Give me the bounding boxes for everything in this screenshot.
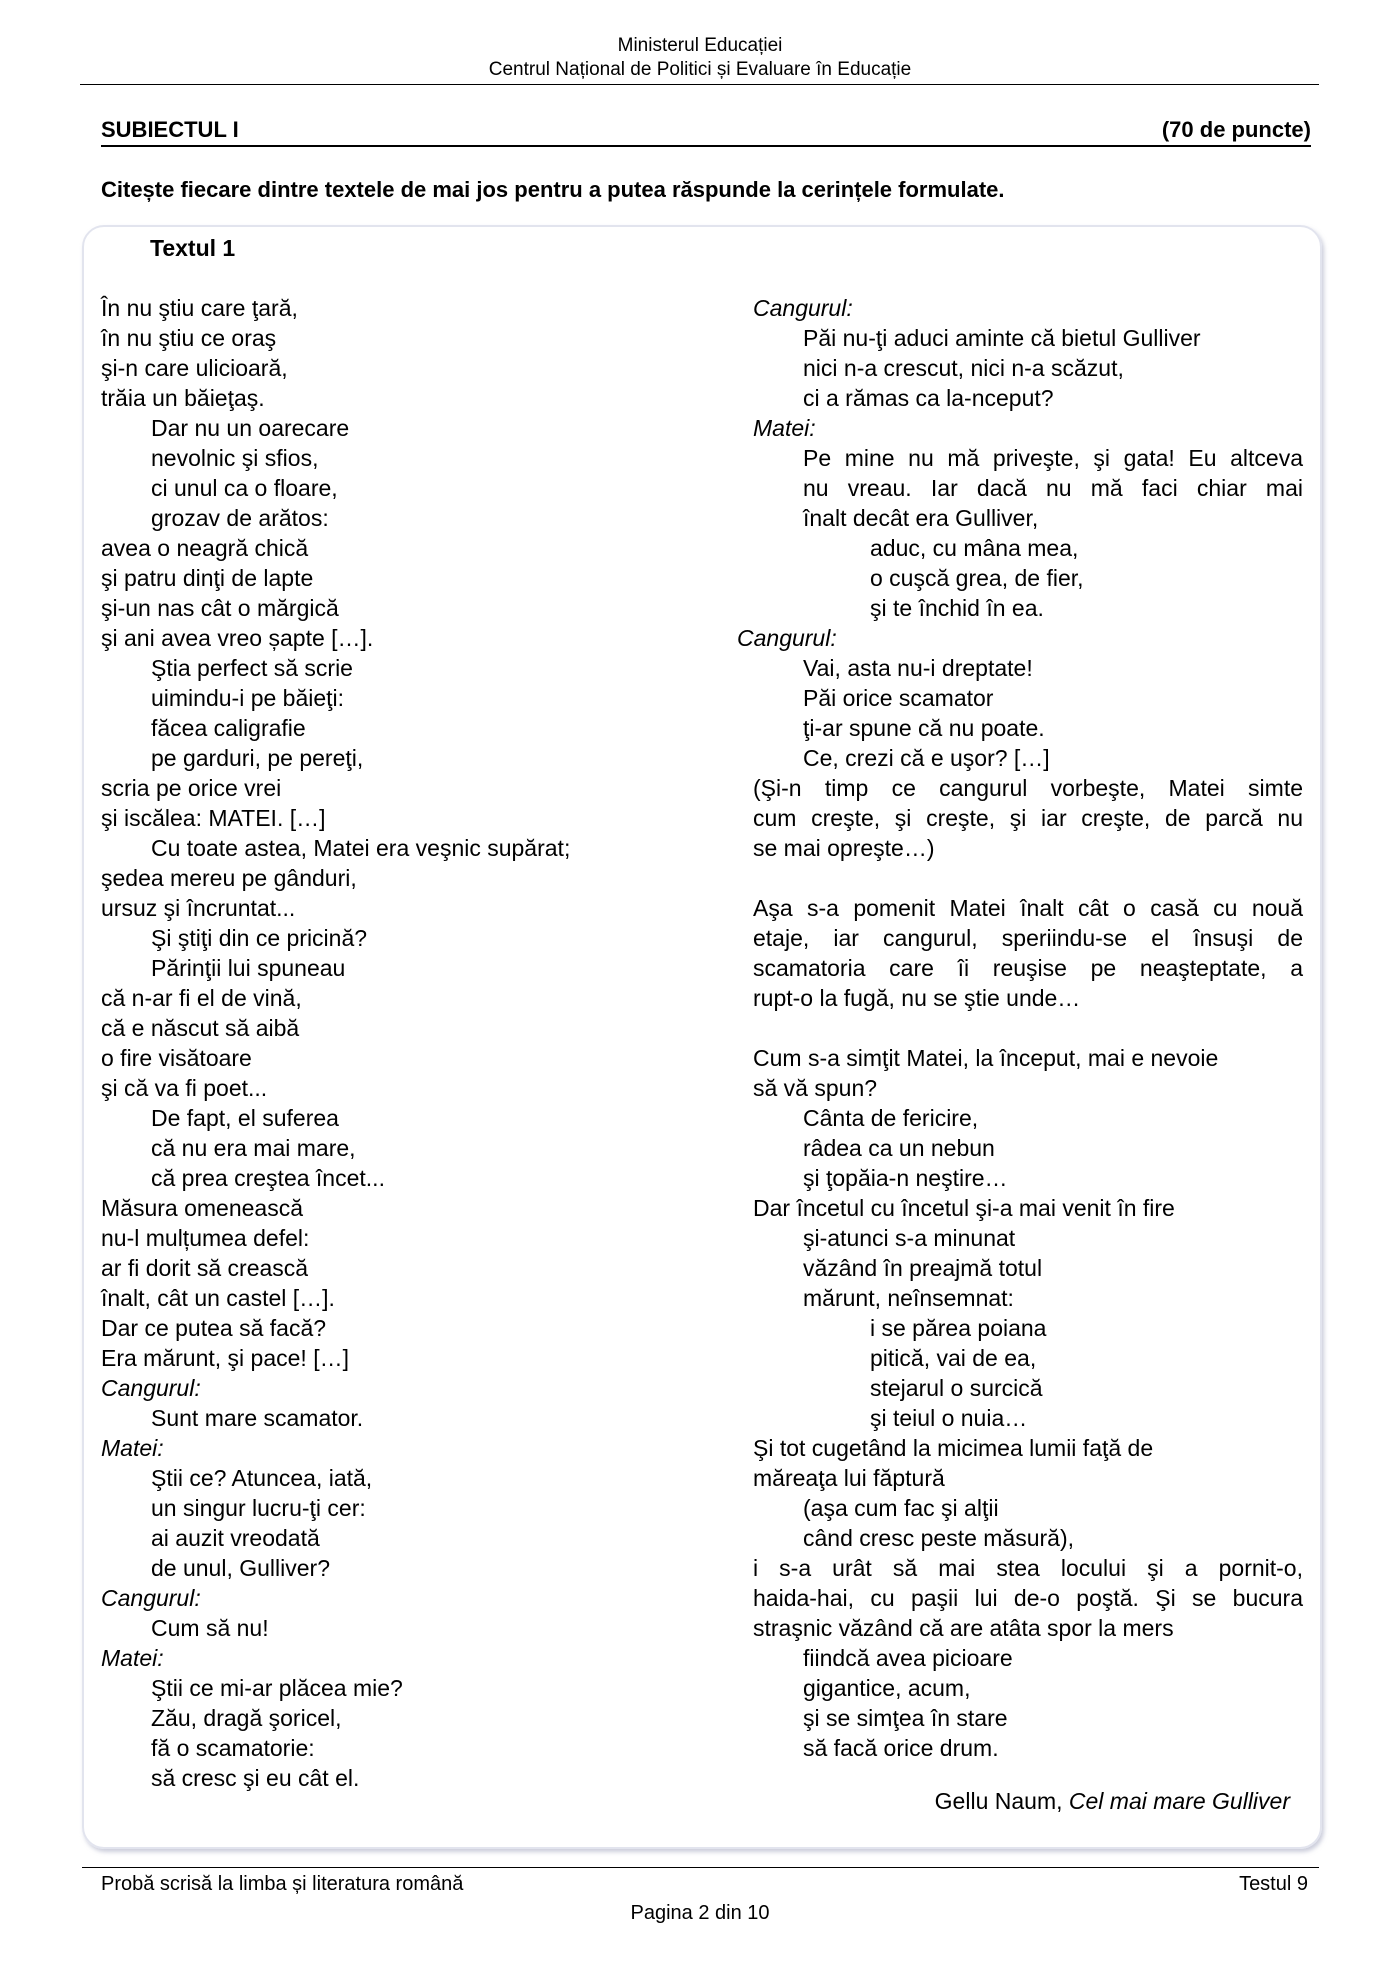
poem-line: În nu ştiu care ţară, — [101, 295, 298, 321]
poem-line: ursuz şi încruntat... — [101, 895, 296, 921]
poem-line: Pe mine nu mă priveşte, şi gata! Eu altceva — [803, 445, 1303, 471]
footer-test-number: Testul 9 — [1239, 1873, 1308, 1895]
poem-line — [753, 1013, 1303, 1043]
poem-line: că prea creştea încet... — [151, 1165, 385, 1191]
poem-line: când cresc peste măsură), — [803, 1525, 1075, 1551]
poem-line: avea o neagră chică — [101, 535, 309, 561]
poem-line: Cangurul: — [101, 1375, 201, 1401]
document-header — [0, 34, 1400, 82]
poem-line: stejarul o surcică — [870, 1375, 1043, 1401]
poem-line: Măsura omenească — [101, 1195, 303, 1221]
poem-line: grozav de arătos: — [151, 505, 329, 531]
poem-line: înalt decât era Gulliver, — [803, 505, 1039, 531]
poem-line: pitică, vai de ea, — [870, 1345, 1037, 1371]
poem-line: Părinţii lui spuneau — [151, 955, 346, 981]
poem-line: Cum să nu! — [151, 1615, 269, 1641]
poem-line: şi-n care ulicioară, — [101, 355, 288, 381]
footer-exam-name: Probă scrisă la limba și literatura română — [101, 1873, 464, 1895]
poem-line: De fapt, el suferea — [151, 1105, 339, 1131]
poem-right-column — [737, 293, 1303, 1763]
poem-line: văzând în preajmă totul — [803, 1255, 1043, 1281]
poem-line: rupt-o la fugă, nu se ştie unde… — [753, 985, 1081, 1011]
poem-line: şi patru dinţi de lapte — [101, 565, 314, 591]
subject-points: (70 de puncte) — [1161, 117, 1311, 142]
poem-line: Ştii ce mi-ar plăcea mie? — [151, 1675, 403, 1701]
center-name: Centrul Național de Politici și Evaluare în Educație — [488, 59, 912, 80]
poem-line: scria pe orice vrei — [101, 775, 282, 801]
poem-line: fă o scamatorie: — [151, 1735, 315, 1761]
poem-line: aduc, cu mâna mea, — [870, 535, 1079, 561]
footer-divider — [82, 1867, 1319, 1868]
poem-line: făcea caligrafie — [151, 715, 306, 741]
poem-line: Matei: — [753, 415, 816, 441]
poem-line: Şi tot cugetând la micimea lumii faţă de — [753, 1435, 1154, 1461]
poem-line: un singur lucru-ţi cer: — [151, 1495, 366, 1521]
poem-line: şi că va fi poet... — [101, 1075, 268, 1101]
poem-left-column — [101, 293, 701, 1793]
subject-heading — [101, 117, 1311, 147]
poem-line: de unul, Gulliver? — [151, 1555, 330, 1581]
poem-line: o cuşcă grea, de fier, — [870, 565, 1084, 591]
poem-line: Cânta de fericire, — [803, 1105, 979, 1131]
poem-line: şedea mereu pe gânduri, — [101, 865, 357, 891]
source-attribution — [935, 1786, 1290, 1816]
subject-title: SUBIECTUL I — [101, 117, 239, 142]
poem-line: Şi ştiţi din ce pricină? — [151, 925, 368, 951]
poem-line: (Şi-n timp ce cangurul vorbeşte, Matei simte — [753, 775, 1303, 801]
poem-line — [753, 863, 1303, 893]
poem-line: etaje, iar cangurul, speriindu-se el însuşi de — [753, 925, 1303, 951]
poem-line: nevolnic şi sfios, — [151, 445, 319, 471]
poem-line: şi iscălea: MATEI. […] — [101, 805, 326, 831]
poem-line: haida-hai, cu paşii lui de-o poştă. Şi se bucura — [753, 1585, 1303, 1611]
poem-line: ci a rămas ca la-nceput? — [803, 385, 1054, 411]
poem-line: uimindu-i pe băieţi: — [151, 685, 345, 711]
poem-line: să vă spun? — [753, 1075, 878, 1101]
poem-line: scamatoria care îi reuşise pe neaşteptate, a — [753, 955, 1303, 981]
poem-line: se mai opreşte…) — [753, 835, 935, 861]
poem-line: Cum s-a simţit Matei, la început, mai e nevoie — [753, 1045, 1219, 1071]
instruction-text: Citește fiecare dintre textele de mai jos pentru a putea răspunde la cerințele formulate. — [101, 177, 1005, 202]
poem-line: şi-atunci s-a minunat — [803, 1225, 1016, 1251]
poem-line: Matei: — [101, 1645, 164, 1671]
poem-line: Sunt mare scamator. — [151, 1405, 364, 1431]
poem-line: Zău, dragă şoricel, — [151, 1705, 342, 1731]
poem-line: Cu toate astea, Matei era veşnic supărat; — [151, 835, 571, 861]
poem-line: Vai, asta nu-i dreptate! — [803, 655, 1033, 681]
poem-line: straşnic văzând că are atâta spor la mers — [753, 1615, 1174, 1641]
footer-page-number: Pagina 2 din 10 — [630, 1902, 770, 1924]
poem-line: înalt, cât un castel […]. — [101, 1285, 335, 1311]
poem-line: şi ţopăia-n neştire… — [803, 1165, 1008, 1191]
poem-line: că n-ar fi el de vină, — [101, 985, 302, 1011]
poem-line: să cresc şi eu cât el. — [151, 1765, 360, 1791]
work-title: Cel mai mare Gulliver — [1068, 1788, 1290, 1814]
poem-line: nu vreau. Iar dacă nu mă faci chiar mai — [803, 475, 1303, 501]
poem-line: Matei: — [101, 1435, 164, 1461]
poem-line: Era mărunt, şi pace! […] — [101, 1345, 349, 1371]
poem-line: Cangurul: — [101, 1585, 201, 1611]
poem-line: măreaţa lui făptură — [753, 1465, 945, 1491]
author-name: Gellu Naum, — [934, 1788, 1069, 1814]
poem-line: mărunt, neînsemnat: — [803, 1285, 1014, 1311]
poem-line: ţi-ar spune că nu poate. — [803, 715, 1045, 741]
poem-line: fiindcă avea picioare — [803, 1645, 1013, 1671]
poem-line: Dar încetul cu încetul şi-a mai venit în fire — [753, 1195, 1175, 1221]
poem-line: ai auzit vreodată — [151, 1525, 320, 1551]
poem-line: Aşa s-a pomenit Matei înalt cât o casă cu nouă — [753, 895, 1303, 921]
poem-line: Păi nu-ţi aduci aminte că bietul Gulliver — [803, 325, 1201, 351]
poem-line: şi teiul o nuia… — [870, 1405, 1028, 1431]
poem-line: că nu era mai mare, — [151, 1135, 356, 1161]
poem-line: şi-un nas cât o mărgică — [101, 595, 339, 621]
poem-line: Cangurul: — [737, 625, 837, 651]
header-divider — [80, 84, 1319, 85]
poem-line: râdea ca un nebun — [803, 1135, 995, 1161]
poem-line: Ştia perfect să scrie — [151, 655, 353, 681]
poem-line: şi se simţea în stare — [803, 1705, 1008, 1731]
poem-line: Păi orice scamator — [803, 685, 994, 711]
poem-line: Ştii ce? Atuncea, iată, — [151, 1465, 373, 1491]
poem-line: Dar nu un oarecare — [151, 415, 350, 441]
poem-line: cum creşte, şi creşte, şi iar creşte, de parcă nu — [753, 805, 1303, 831]
poem-line: nici n-a crescut, nici n-a scăzut, — [803, 355, 1124, 381]
poem-line: Cangurul: — [753, 295, 853, 321]
poem-line: (aşa cum fac şi alţii — [803, 1495, 999, 1521]
poem-line: nu-l mulțumea defel: — [101, 1225, 310, 1251]
poem-line: Ce, crezi că e uşor? […] — [803, 745, 1050, 771]
poem-line: în nu ştiu ce oraş — [101, 325, 277, 351]
poem-line: şi ani avea vreo șapte […]. — [101, 625, 374, 651]
poem-line: să facă orice drum. — [803, 1735, 999, 1761]
poem-line: ci unul ca o floare, — [151, 475, 338, 501]
ministry-name: Ministerul Educației — [617, 35, 783, 56]
poem-line: trăia un băieţaş. — [101, 385, 265, 411]
poem-line: ar fi dorit să crească — [101, 1255, 309, 1281]
poem-line: că e născut să aibă — [101, 1015, 300, 1041]
poem-line: i s-a urât să mai stea locului şi a pornit-o, — [753, 1555, 1303, 1581]
poem-line: gigantice, acum, — [803, 1675, 971, 1701]
text-title: Textul 1 — [150, 235, 236, 261]
poem-line: pe garduri, pe pereţi, — [151, 745, 364, 771]
poem-line: i se părea poiana — [870, 1315, 1047, 1341]
poem-line: o fire visătoare — [101, 1045, 252, 1071]
poem-line: şi te închid în ea. — [870, 595, 1044, 621]
poem-line: Dar ce putea să facă? — [101, 1315, 327, 1341]
